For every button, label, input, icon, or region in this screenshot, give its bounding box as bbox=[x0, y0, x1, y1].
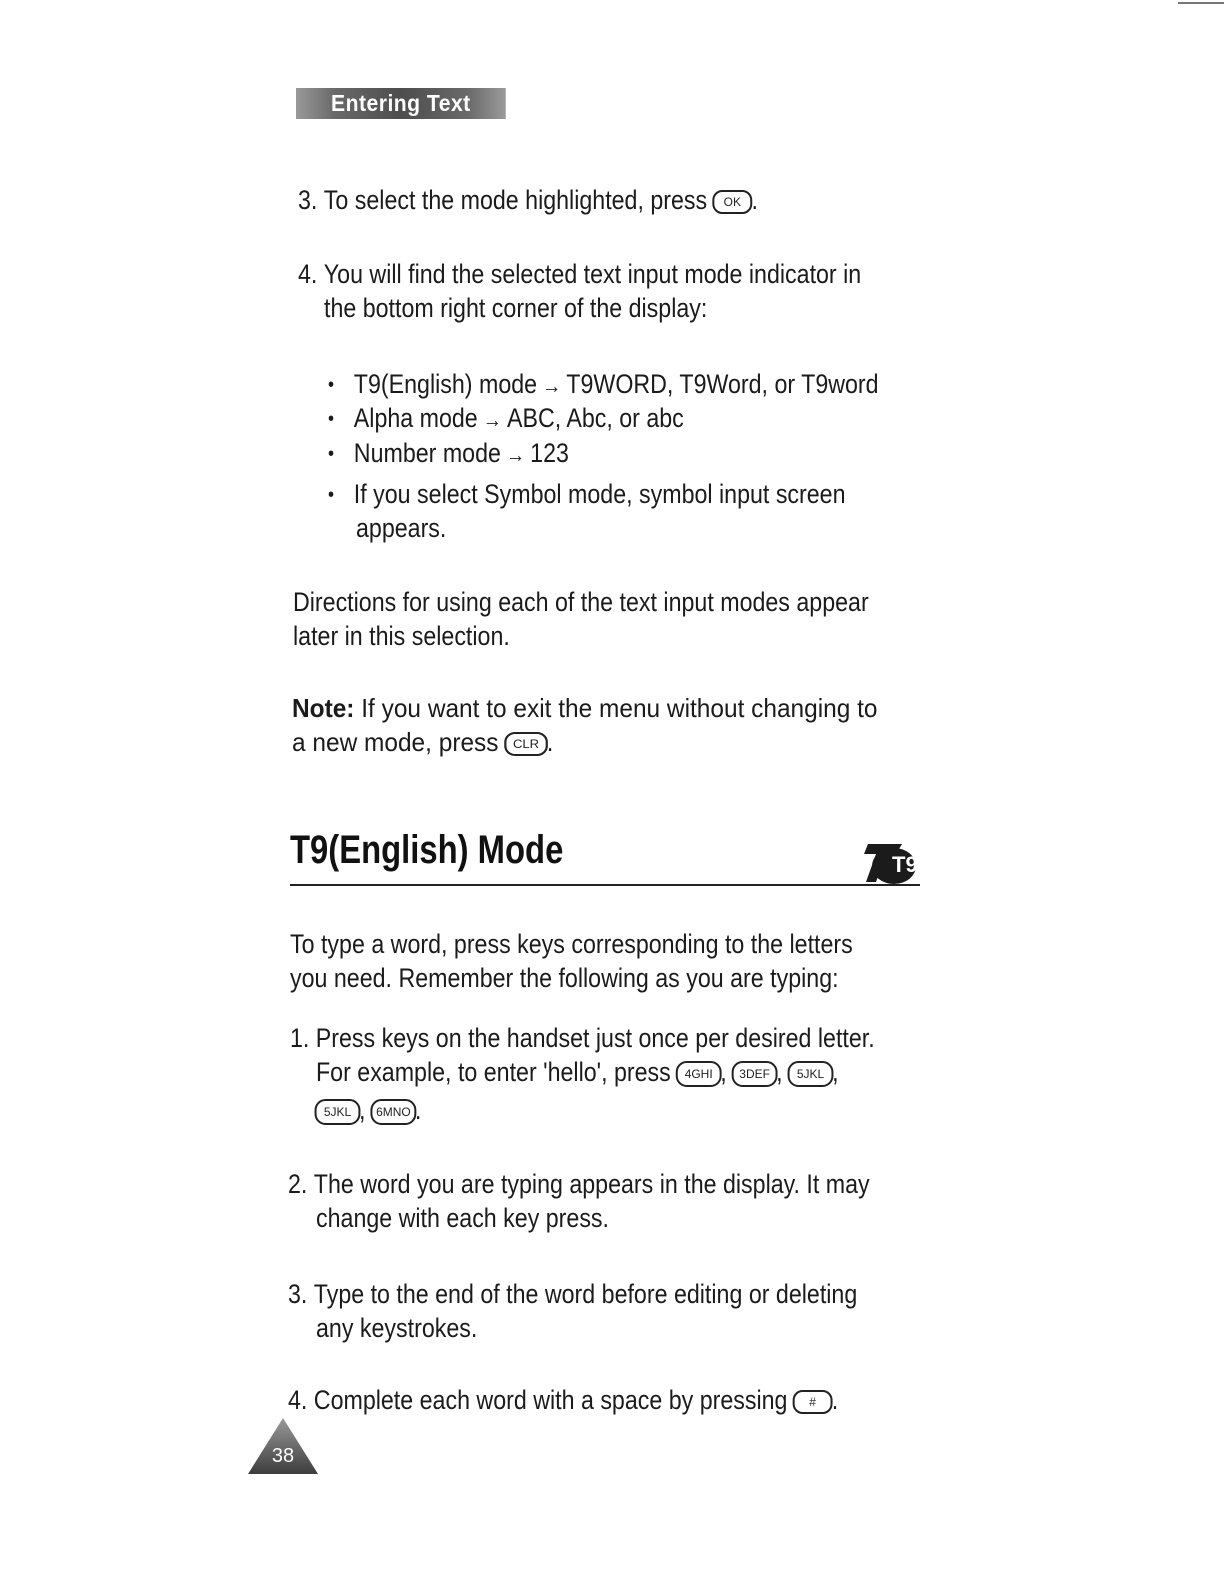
bullet-icon: • bbox=[328, 408, 335, 430]
step-4-line-2: the bottom right corner of the display: bbox=[324, 293, 708, 323]
section-tab: Entering Text bbox=[296, 88, 506, 119]
bullet-alpha-mode: • Alpha mode → ABC, Abc, or abc bbox=[328, 400, 684, 438]
directions-line-2: later in this selection. bbox=[293, 621, 510, 651]
intro-line-1: To type a word, press keys corresponding to the letters bbox=[290, 929, 853, 959]
t9-logo-icon bbox=[862, 836, 920, 888]
t9-step-4: 4. Complete each word with a space by pressing # . bbox=[288, 1385, 839, 1415]
t9-step-1-line-2: For example, to enter 'hello', press 4GHI , 3DEF , 5JKL , bbox=[316, 1057, 839, 1087]
section-heading: T9(English) Mode bbox=[290, 828, 564, 872]
ok-key-icon: OK bbox=[713, 190, 753, 214]
arrow-icon: → bbox=[482, 407, 502, 432]
t9-step-2-line-1: 2. The word you are typing appears in the display. It may bbox=[288, 1169, 870, 1199]
t9-step-2-line-2: change with each key press. bbox=[316, 1203, 610, 1233]
bullet-number-mode: • Number mode → 123 bbox=[328, 435, 569, 473]
directions-line-1: Directions for using each of the text input modes appear bbox=[293, 587, 869, 617]
t9-step-1-line-1: 1. Press keys on the handset just once per desired letter. bbox=[290, 1023, 875, 1053]
t9-logo-text: T9 bbox=[892, 852, 918, 877]
bullet-symbol-mode-line-2: appears. bbox=[356, 513, 447, 543]
arrow-icon: → bbox=[542, 373, 562, 398]
note-line-1: Note: If you want to exit the menu without changing to bbox=[292, 693, 878, 723]
t9-step-1-line-3: 5JKL , 6MNO . bbox=[316, 1092, 421, 1128]
page-number: 38 bbox=[271, 1445, 295, 1467]
key-5-icon: 5JKL bbox=[788, 1061, 834, 1087]
key-3-icon: 3DEF bbox=[732, 1061, 778, 1087]
clr-key-icon: CLR bbox=[504, 732, 548, 756]
key-6-icon: 6MNO bbox=[370, 1099, 416, 1125]
t9-step-3-line-1: 3. Type to the end of the word before editing or deleting bbox=[288, 1279, 858, 1309]
arrow-icon: → bbox=[506, 442, 526, 467]
heading-rule bbox=[290, 884, 920, 886]
page-number-badge bbox=[246, 1416, 320, 1476]
step-3: 3. To select the mode highlighted, press OK . bbox=[298, 185, 758, 215]
key-5-icon: 5JKL bbox=[315, 1099, 361, 1125]
bullet-icon: • bbox=[328, 484, 335, 506]
bullet-symbol-mode: • If you select Symbol mode, symbol input screen bbox=[328, 476, 846, 513]
bullet-icon: • bbox=[328, 374, 335, 396]
note-line-2: a new mode, press CLR . bbox=[292, 727, 554, 757]
intro-line-2: you need. Remember the following as you are typing: bbox=[290, 963, 839, 993]
key-4-icon: 4GHI bbox=[676, 1061, 722, 1087]
bullet-icon: • bbox=[328, 443, 335, 465]
step-4-line-1: 4. You will find the selected text input mode indicator in bbox=[298, 259, 862, 289]
note-label: Note: bbox=[292, 693, 355, 723]
pound-key-icon: # bbox=[793, 1390, 833, 1414]
bullet-t9-mode: • T9(English) mode → T9WORD, T9Word, or T9word bbox=[328, 366, 879, 404]
corner-rule bbox=[1178, 2, 1224, 4]
t9-step-3-line-2: any keystrokes. bbox=[316, 1313, 478, 1343]
